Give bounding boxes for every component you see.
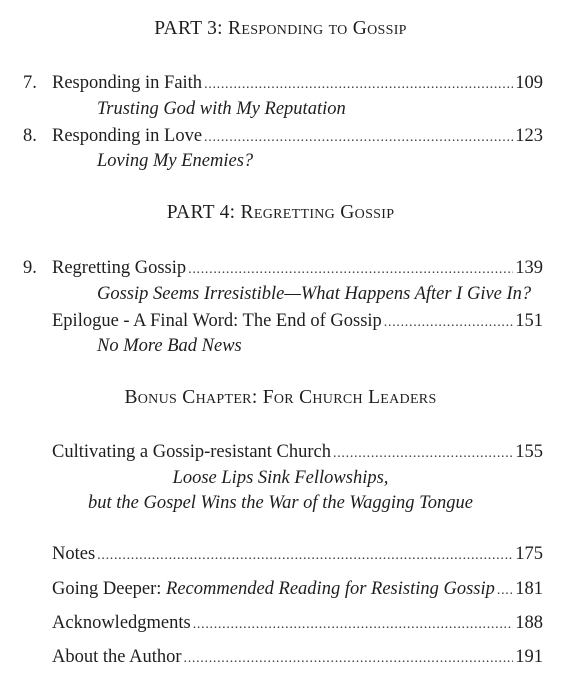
toc-entry-acknowledgments[interactable] [52, 611, 543, 635]
page-number: 151 [515, 311, 543, 331]
entry-title: Responding in Faith [52, 73, 203, 93]
toc-entry-chapter-7[interactable] [52, 71, 543, 95]
page-number: 139 [515, 258, 543, 278]
page-number: 188 [515, 613, 543, 633]
page-number: 155 [515, 442, 543, 462]
chapter-7-subtitle: Trusting God with My Reputation [97, 99, 346, 119]
page-number: 181 [515, 579, 543, 599]
toc-entry-about-the-author[interactable] [52, 645, 543, 669]
bonus-subtitle-line-2: but the Gospel Wins the War of the Wagging Tongue [88, 493, 473, 513]
dot-leader [204, 126, 513, 150]
entry-title-prefix: Going Deeper: [52, 579, 162, 599]
entry-title: Responding in Love [52, 126, 203, 146]
dot-leader [97, 544, 513, 568]
entry-title: Acknowledgments [52, 613, 191, 633]
page-number: 175 [515, 544, 543, 564]
dot-leader [193, 613, 514, 637]
dot-leader [184, 647, 514, 671]
page-number: 191 [515, 647, 543, 667]
toc-entry-chapter-9[interactable] [52, 256, 543, 280]
entry-title: Cultivating a Gossip-resistant Church [52, 442, 332, 462]
entry-title: Epilogue - A Final Word: The End of Gossip [52, 311, 382, 331]
epilogue-subtitle: No More Bad News [97, 336, 242, 356]
dot-leader [333, 442, 513, 466]
entry-title [52, 577, 495, 601]
part-4-heading: PART 4: Regretting Gossip [166, 202, 395, 223]
entry-title: Notes [52, 544, 96, 564]
bonus-subtitle-line-1: Loose Lips Sink Fellowships, [172, 468, 389, 488]
entry-title: Regretting Gossip [52, 258, 187, 278]
dot-leader [384, 311, 513, 335]
toc-entry-epilogue[interactable] [52, 309, 543, 333]
chapter-9-subtitle: Gossip Seems Irresistible—What Happens After I Give In? [97, 284, 532, 304]
entry-title: About the Author [52, 647, 182, 667]
part-3-heading: PART 3: Responding to Gossip [154, 18, 407, 39]
page-number: 123 [515, 126, 543, 146]
chapter-8-subtitle: Loving My Enemies? [97, 151, 254, 171]
dot-leader [497, 579, 513, 603]
toc-entry-chapter-8[interactable] [52, 124, 543, 148]
page-number: 109 [515, 73, 543, 93]
chapter-number: 9. [23, 258, 37, 278]
dot-leader [204, 73, 513, 97]
chapter-number: 8. [23, 126, 37, 146]
entry-title-italic: Recommended Reading for Resisting Gossip [166, 579, 495, 599]
bonus-chapter-heading: Bonus Chapter: For Church Leaders [124, 387, 437, 408]
dot-leader [188, 258, 513, 282]
toc-entry-going-deeper[interactable] [52, 577, 543, 601]
toc-entry-notes[interactable] [52, 542, 543, 566]
toc-entry-bonus-chapter[interactable] [52, 440, 543, 464]
chapter-number: 7. [23, 73, 37, 93]
